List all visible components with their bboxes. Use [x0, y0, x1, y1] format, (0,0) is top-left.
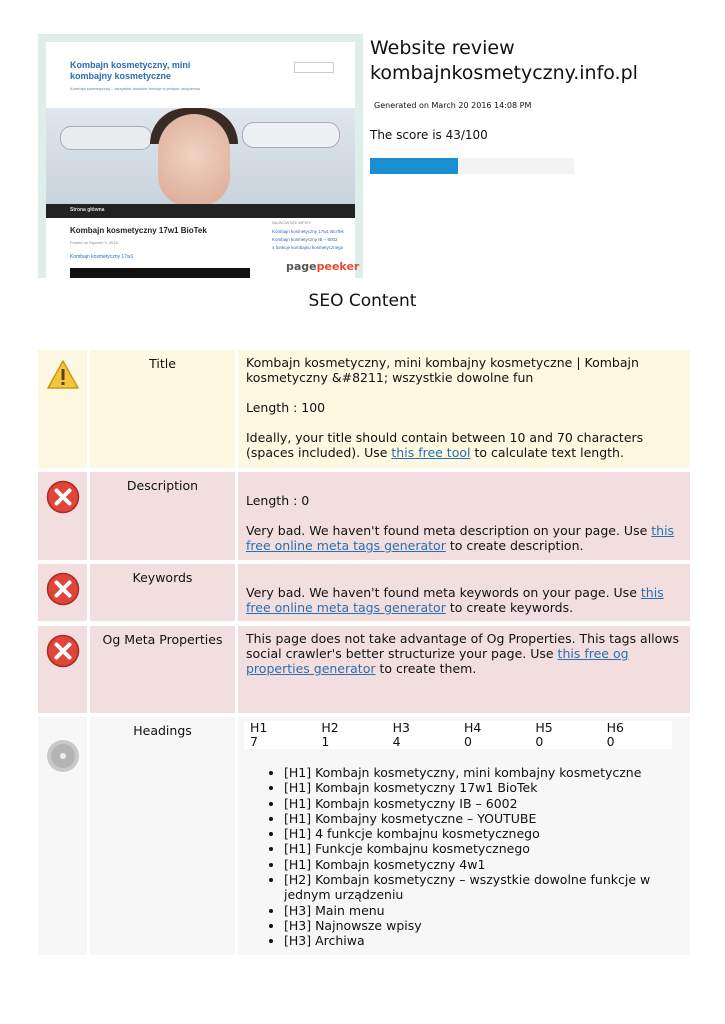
row-label [90, 350, 235, 468]
advice-text: Very bad. We haven't found meta description on your page. Use [246, 523, 652, 538]
heading-level: H1 [250, 720, 268, 735]
page-title-domain: kombajnkosmetyczny.info.pl [370, 62, 638, 84]
row-value [238, 350, 690, 468]
thumbnail-sidebar-item: 4 funkcje kombajnu kosmetycznego [272, 245, 344, 250]
thumbnail-device-left [60, 126, 152, 150]
heading-count: 0 [535, 734, 544, 749]
heading-item: • [H2] Kombajn kosmetyczny – wszystkie dowolne funkcje w jednym urządzeniu [284, 872, 690, 903]
og-properties-row [38, 626, 690, 713]
heading-item: • [H3] Archiwa [284, 933, 690, 948]
advice-text: to create description. [445, 538, 584, 553]
score-text: The score is 43/100 [370, 128, 488, 142]
thumbnail-face [158, 114, 230, 206]
thumbnail-sidebar-item: Kombajn kosmetyczny IB – 6002 [272, 237, 338, 242]
heading-item: • [H1] Funkcje kombajnu kosmetycznego [284, 841, 690, 856]
error-icon [46, 634, 80, 668]
heading-count: 0 [463, 734, 472, 749]
thumbnail-posted: Posted on Styczeń 9, 2016 [70, 240, 118, 245]
row-icon-cell [38, 564, 87, 621]
thumbnail-device-right [242, 122, 340, 148]
page-title-line1: Website review [370, 37, 515, 59]
heading-count-cell [244, 721, 315, 749]
description-label: Description [126, 478, 199, 493]
title-value: Kombajn kosmetyczny, mini kombajny kosmetyczne | Kombajn kosmetyczny &#8211; wszystkie dowolne fun [246, 355, 639, 385]
og-label: Og Meta Properties [102, 632, 223, 647]
keywords-row [38, 564, 690, 621]
pagepeeker-watermark [286, 260, 359, 273]
thumbnail-post-title: Kombajn kosmetyczny 17w1 BioTek [70, 226, 207, 235]
advice-text: Very bad. We haven't found meta keywords on your page. Use [246, 585, 641, 600]
watermark-page: page [286, 260, 317, 273]
info-disc-icon [46, 739, 80, 773]
advice-text: to calculate text length. [470, 445, 624, 460]
row-icon-cell [38, 472, 87, 560]
heading-level: H3 [392, 720, 411, 735]
heading-item: • [H1] Kombajn kosmetyczny, mini kombajny kosmetyczne [284, 765, 690, 780]
row-value [238, 472, 690, 560]
advice-text: Ideally, your title should contain between 10 and 70 characters (spaces included). Use [246, 430, 644, 460]
section-title: SEO Content [308, 291, 417, 311]
headings-label: Headings [133, 723, 192, 738]
heading-item: • [H1] Kombajn kosmetyczny 4w1 [284, 857, 690, 872]
heading-count: 4 [392, 734, 401, 749]
row-label [90, 472, 235, 560]
heading-count-cell [315, 721, 386, 749]
thumbnail-nav [46, 204, 355, 218]
description-advice [246, 523, 684, 553]
headings-row [38, 717, 690, 955]
title-row [38, 350, 690, 468]
thumbnail-page [46, 42, 355, 278]
row-value [238, 564, 690, 621]
advice-text: to create them. [375, 661, 477, 676]
row-icon-cell [38, 717, 87, 955]
heading-count: 7 [250, 734, 258, 749]
row-value [238, 717, 690, 955]
thumbnail-site-title: Kombajn kosmetyczny, mini kombajny kosmetyczne [70, 60, 191, 81]
row-value [238, 626, 690, 713]
thumbnail-video [70, 268, 250, 278]
thumbnail-hero-image [46, 108, 355, 204]
thumbnail-sidebar [272, 228, 352, 252]
meta-tags-generator-link[interactable]: this free online meta tags generator [246, 523, 675, 553]
headings-list [238, 765, 690, 949]
advice-text: This page does not take advantage of Og Properties. This tags allows social crawler's better structurize your page. Use [246, 631, 680, 661]
heading-item: • [H3] Najnowsze wpisy [284, 918, 690, 933]
text-length-tool-link[interactable]: this free tool [391, 445, 471, 460]
title-length: Length : 100 [246, 400, 326, 415]
advice-text: to create keywords. [445, 600, 574, 615]
heading-level: H4 [463, 720, 482, 735]
warning-icon [46, 358, 80, 392]
row-label [90, 626, 235, 713]
heading-item: • [H1] Kombajn kosmetyczny IB – 6002 [284, 796, 690, 811]
heading-item: • [H3] Main menu [284, 903, 690, 918]
row-icon-cell [38, 350, 87, 468]
heading-count-cell [387, 721, 458, 749]
heading-item: • [H1] Kombajn kosmetyczny 17w1 BioTek [284, 780, 690, 795]
description-row [38, 472, 690, 560]
og-generator-link[interactable]: this free og properties generator [246, 646, 629, 676]
row-label [90, 717, 235, 955]
error-icon [46, 480, 80, 514]
keywords-label: Keywords [132, 570, 193, 585]
row-icon-cell [38, 626, 87, 713]
description-length: Length : 0 [246, 493, 310, 508]
error-icon [46, 572, 80, 606]
heading-level: H2 [321, 720, 339, 735]
heading-item: • [H1] Kombajny kosmetyczne – YOUTUBE [284, 811, 690, 826]
score-bar-fill [370, 158, 458, 174]
meta-tags-generator-link[interactable]: this free online meta tags generator [246, 585, 664, 615]
thumbnail-sidebar-item: Kombajn kosmetyczny 17w1 BioTek [272, 229, 344, 234]
thumbnail-search-box [294, 62, 334, 73]
headings-count-table [244, 721, 672, 749]
keywords-advice [246, 585, 684, 615]
heading-count: 1 [321, 734, 330, 749]
watermark-peeker: peeker [316, 260, 360, 273]
row-label [90, 564, 235, 621]
heading-count-cell [458, 721, 529, 749]
thumbnail-nav-item: Strona główna [70, 207, 105, 213]
site-screenshot-thumbnail [38, 34, 363, 278]
heading-level: H5 [535, 720, 553, 735]
title-label: Title [149, 356, 176, 371]
heading-count: 0 [606, 734, 615, 749]
score-bar [370, 158, 574, 174]
heading-level: H6 [606, 720, 624, 735]
heading-count-cell [601, 721, 672, 749]
thumbnail-category: Kombajn kosmetyczny 17w1 [70, 254, 134, 260]
thumbnail-sidebar-heading: NAJNOWSZE WPISY [272, 220, 312, 225]
page-title [370, 36, 638, 86]
thumbnail-tagline: Kombajn kosmetyczny – wszystkie dowolne funkcje w jednym urządzeniu [70, 86, 201, 91]
heading-item: • [H1] 4 funkcje kombajnu kosmetycznego [284, 826, 690, 841]
title-advice [246, 430, 684, 460]
og-advice [246, 631, 684, 676]
heading-count-cell [529, 721, 600, 749]
generated-date: Generated on March 20 2016 14:08 PM [374, 101, 532, 110]
